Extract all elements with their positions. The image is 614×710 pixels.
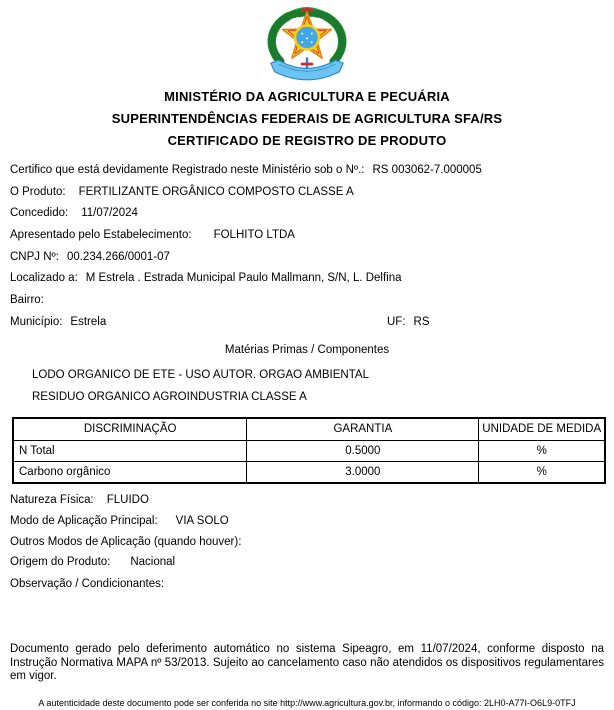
cell-garantia: 3.0000 bbox=[247, 462, 479, 483]
column-header-discriminacao: DISCRIMINAÇÃO bbox=[13, 418, 247, 441]
district-label: Bairro: bbox=[10, 294, 44, 307]
document-header bbox=[10, 86, 604, 152]
other-modes-line bbox=[10, 533, 604, 552]
origin-line bbox=[10, 552, 604, 574]
cell-unidade: % bbox=[479, 462, 605, 483]
raw-materials-section-title: Matérias Primas / Componentes bbox=[224, 343, 390, 356]
raw-materials-list bbox=[10, 364, 604, 409]
origin-label: Origem do Produto: bbox=[10, 555, 111, 568]
product-line bbox=[10, 182, 604, 204]
column-header-garantia: GARANTIA bbox=[247, 418, 479, 441]
physical-nature-line bbox=[10, 490, 604, 512]
state-label: UF: bbox=[387, 315, 406, 328]
closing-paragraph: Documento gerado pelo deferimento automático no sistema Sipeagro, em 11/07/2024, conforme disposto na Instrução Normativa MAPA nº 53/2013. Sujeito ao cancelamento caso não atendidos os dispositivos regulamentares em vigor. bbox=[10, 643, 604, 683]
registration-number-label: Certifico que está devidamente Registrado neste Ministério sob o Nº.: bbox=[10, 164, 365, 176]
cell-garantia: 0.5000 bbox=[247, 441, 479, 462]
guarantees-table bbox=[12, 417, 606, 484]
other-modes-label: Outros Modos de Aplicação (quando houver): bbox=[10, 535, 242, 548]
municipality-label: Município: bbox=[10, 315, 63, 328]
application-mode-line bbox=[10, 511, 604, 533]
brazil-coat-of-arms-icon bbox=[10, 0, 604, 86]
table-row bbox=[13, 462, 605, 483]
establishment-label: Apresentado pelo Estabelecimento: bbox=[10, 229, 192, 242]
district-line bbox=[10, 290, 604, 312]
product-value: FERTILIZANTE ORGÂNICO COMPOSTO CLASSE A bbox=[78, 185, 354, 198]
cell-unidade: % bbox=[479, 441, 605, 462]
municipality-value: Estrela bbox=[70, 315, 107, 328]
registration-number-line bbox=[10, 160, 604, 182]
address-label: Localizado a: bbox=[10, 272, 78, 285]
superintendence-title: SUPERINTENDÊNCIAS FEDERAIS DE AGRICULTURA SFA/RS bbox=[111, 111, 503, 126]
physical-nature-label: Natureza Física: bbox=[10, 493, 94, 506]
raw-material-item: RESIDUO ORGANICO AGROINDUSTRIA CLASSE A bbox=[32, 391, 307, 403]
product-details-section bbox=[10, 490, 604, 596]
cnpj-line bbox=[10, 247, 604, 269]
table-row bbox=[13, 441, 605, 462]
raw-material-item: LODO ORGANICO DE ETE - USO AUTOR. ORGAO AMBIENTAL bbox=[32, 368, 369, 381]
certificate-title: CERTIFICADO DE REGISTRO DE PRODUTO bbox=[167, 133, 447, 148]
registration-number-value: RS 003062-7.000005 bbox=[372, 164, 482, 176]
product-label: O Produto: bbox=[10, 185, 66, 198]
establishment-line bbox=[10, 225, 604, 247]
cnpj-value: 00.234.266/0001-07 bbox=[66, 250, 170, 263]
establishment-value: FOLHITO LTDA bbox=[213, 229, 295, 242]
cell-discriminacao: Carbono orgânico bbox=[13, 462, 247, 483]
granted-date-value: 11/07/2024 bbox=[81, 207, 138, 220]
observations-label: Observação / Condicionantes: bbox=[10, 577, 165, 590]
address-value: M Estrela . Estrada Municipal Paulo Mallmann, S/N, L. Delfina bbox=[85, 272, 402, 285]
ministry-title: MINISTÉRIO DA AGRICULTURA E PECUÁRIA bbox=[164, 89, 450, 104]
cnpj-label: CNPJ Nº: bbox=[10, 250, 59, 263]
physical-nature-value: FLUIDO bbox=[106, 493, 149, 506]
origin-value: Nacional bbox=[130, 555, 176, 568]
registration-section bbox=[10, 160, 604, 334]
observations-line bbox=[10, 574, 604, 596]
table-header-row bbox=[13, 418, 605, 441]
application-mode-label: Modo de Aplicação Principal: bbox=[10, 515, 158, 528]
state-value: RS bbox=[413, 315, 430, 328]
authenticity-note: A autenticidade deste documento pode ser conferida no site http://www.agricultura.gov.br, informando o código: 2LH0-A77I-O6L9-0TFJ bbox=[38, 697, 576, 708]
address-line bbox=[10, 268, 604, 290]
cell-discriminacao: N Total bbox=[13, 441, 247, 462]
column-header-unidade: UNIDADE DE MEDIDA bbox=[479, 418, 605, 441]
municipality-line bbox=[10, 312, 604, 334]
granted-date-line bbox=[10, 203, 604, 225]
state-field bbox=[387, 312, 430, 334]
application-mode-value: VIA SOLO bbox=[175, 515, 229, 528]
granted-date-label: Concedido: bbox=[10, 207, 69, 220]
